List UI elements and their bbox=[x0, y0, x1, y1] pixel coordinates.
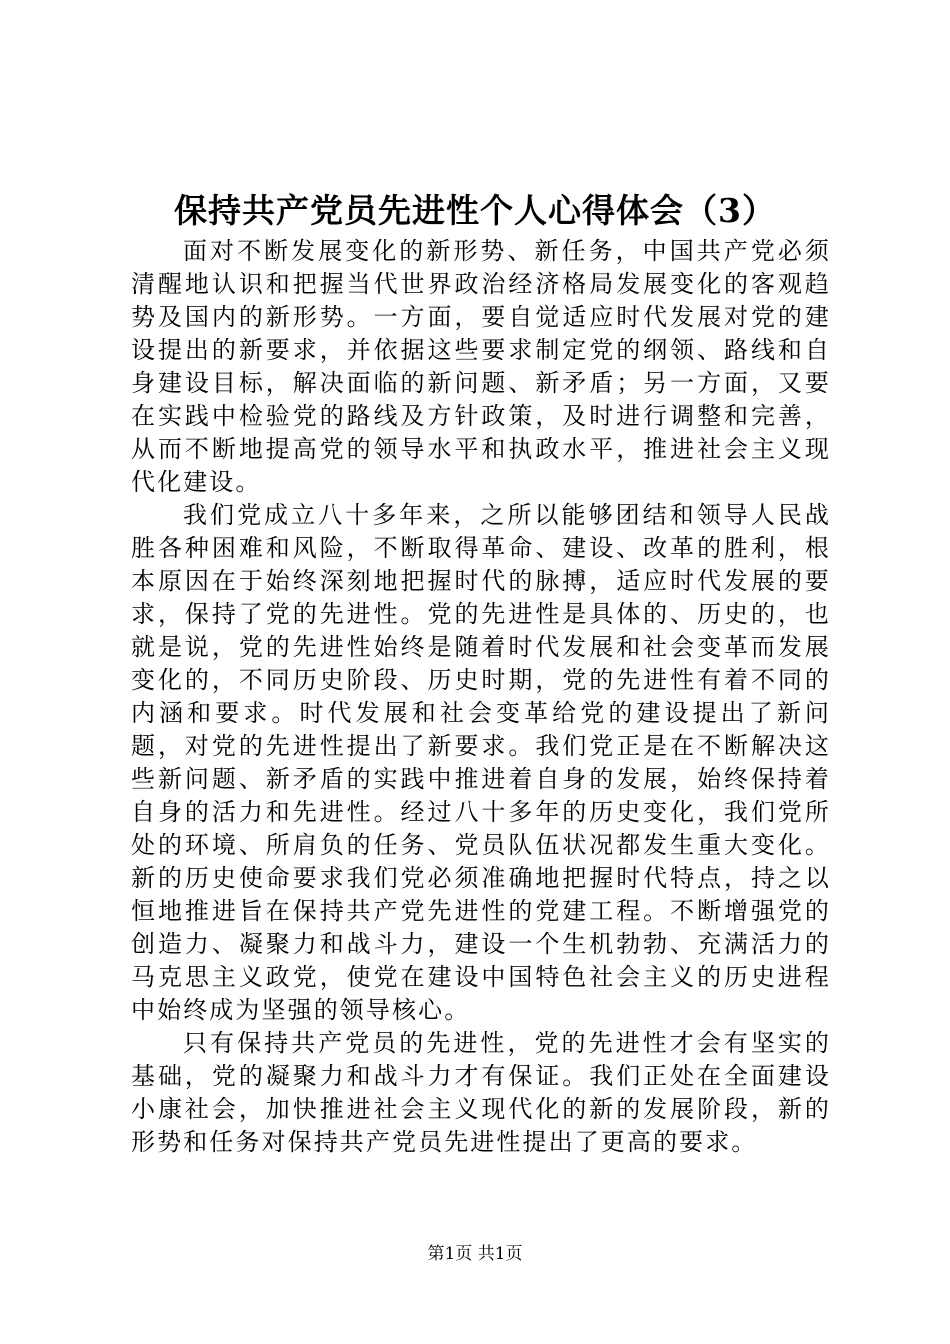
page-number-footer: 第1页 共1页 bbox=[427, 1244, 523, 1264]
paragraph-3: 只有保持共产党员的先进性，党的先进性才会有坚实的基础，党的凝聚力和战斗力才有保证。我们正处在全面建设小康社会，加快推进社会主义现代化的新的发展阶段，新的形势和任务对保持共产党员先进性提出了更高的要求。 bbox=[131, 1029, 831, 1156]
document-body bbox=[131, 235, 831, 1159]
paragraph-2: 我们党成立八十多年来，之所以能够团结和领导人民战胜各种困难和风险，不断取得革命、建设、改革的胜利，根本原因在于始终深刻地把握时代的脉搏，适应时代发展的要求，保持了党的先进性。党的先进性是具体的、历史的，也就是说，党的先进性始终是随着时代发展和社会变革而发展变化的，不同历史阶段、历史时期，党的先进性有着不同的内涵和要求。时代发展和社会变革给党的建设提出了新问题，对党的先进性提出了新要求。我们党正是在不断解决这些新问题、新矛盾的实践中推进着自身的发展，始终保持着自身的活力和先进性。经过八十多年的历史变化，我们党所处的环境、所肩负的任务、党员队伍状况都发生重大变化。新的历史使命要求我们党必须准确地把握时代特点，持之以恒地推进旨在保持共产党先进性的党建工程。不断增强党的创造力、凝聚力和战斗力，建设一个生机勃勃、充满活力的马克思主义政党，使党在建设中国特色社会主义的历史进程中始终成为坚强的领导核心。 bbox=[131, 501, 831, 1024]
paragraph-1: 面对不断发展变化的新形势、新任务，中国共产党必须清醒地认识和把握当代世界政治经济格局发展变化的客观趋势及国内的新形势。一方面，要自觉适应时代发展对党的建设提出的新要求，并依据这些要求制定党的纲领、路线和自身建设目标，解决面临的新问题、新矛盾；另一方面，又要在实践中检验党的路线及方针政策，及时进行调整和完善，从而不断地提高党的领导水平和执政水平，推进社会主义现代化建设。 bbox=[131, 237, 831, 496]
document-title: 保持共产党员先进性个人心得体会（3） bbox=[174, 191, 776, 230]
